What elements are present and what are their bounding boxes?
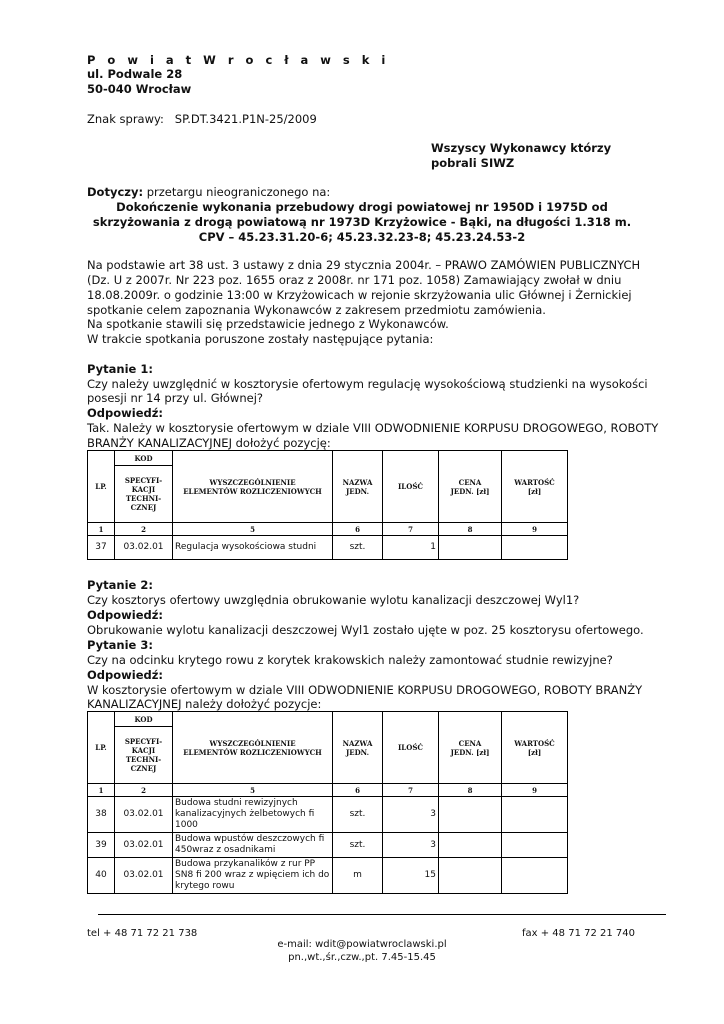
row-lp: 39 (88, 833, 115, 858)
row-spec: 03.02.01 (115, 797, 173, 833)
row-desc: Regulacja wysokościowa studni (173, 536, 333, 560)
header-price: CENA JEDN. [zł] (439, 451, 502, 523)
row-qty: 1 (383, 536, 439, 560)
col-num: 7 (383, 784, 439, 797)
q2-answer-label: Odpowiedź: (87, 608, 164, 622)
row-price (439, 536, 502, 560)
q1-question-line-1: Czy należy uwzględnić w kosztorysie ofertowym regulację wysokościową studzienki na wysokości (87, 377, 648, 391)
intro-line-5: Na spotkanie stawili się przedstawicie jednego z Wykonawców. (87, 317, 449, 331)
col-num: 5 (173, 523, 333, 536)
row-spec: 03.02.01 (115, 858, 173, 894)
col-num: 7 (383, 523, 439, 536)
col-num: 8 (439, 784, 502, 797)
q1-answer-line-2: BRANŻY KANALIZACYJNEJ dołożyć pozycję: (87, 436, 331, 450)
row-lp: 37 (88, 536, 115, 560)
col-num: 5 (173, 784, 333, 797)
header-unit: NAZWA JEDN. (333, 712, 383, 784)
org-name: P o w i a t W r o c ł a w s k i (87, 53, 390, 67)
q3-answer-line-2: KANALIZACYJNEJ należy dołożyć pozycje: (87, 697, 322, 711)
row-unit: szt. (333, 797, 383, 833)
org-city: 50-040 Wrocław (87, 82, 192, 96)
col-num: 6 (333, 784, 383, 797)
row-qty: 15 (383, 858, 439, 894)
bill-table-2 (87, 711, 568, 894)
header-desc: WYSZCZEGÓLNIENIE ELEMENTÓW ROZLICZENIOWYCH (173, 451, 333, 523)
header-spec: SPECYFI- KACJI TECHNI- CZNEJ (115, 466, 173, 523)
q3-answer-label: Odpowiedź: (87, 668, 164, 682)
row-value (502, 833, 568, 858)
q3-question: Czy na odcinku krytego rowu z korytek krakowskich należy zamontować studnie rewizyjne? (87, 653, 613, 667)
table-row (88, 536, 568, 560)
header-spec: SPECYFI- KACJI TECHNI- CZNEJ (115, 727, 173, 784)
subject-title-1: Dokończenie wykonania przebudowy drogi powiatowej nr 1950D i 1975D od (116, 200, 608, 214)
header-value: WARTOŚĆ [zł] (502, 712, 568, 784)
q3-answer-line-1: W kosztorysie ofertowym w dziale VIII ODWODNIENIE KORPUSU DROGOWEGO, ROBOTY BRANŻY (87, 683, 643, 697)
q2-question: Czy kosztorys ofertowy uwzględnia obrukowanie wylotu kanalizacji deszczowej Wyl1? (87, 593, 580, 607)
intro-line-3: 18.08.2009r. o godzinie 13:00 w Krzyżowicach w rejonie skrzyżowania ulic Głównej i Żernickiej (87, 288, 632, 302)
intro-line-1: Na podstawie art 38 ust. 3 ustawy z dnia 29 stycznia 2004r. – PRAWO ZAMÓWIEN PUBLICZNYCH (87, 258, 641, 272)
header-desc: WYSZCZEGÓLNIENIE ELEMENTÓW ROZLICZENIOWYCH (173, 712, 333, 784)
table-row (88, 858, 568, 894)
row-unit: szt. (333, 833, 383, 858)
subject-label: Dotyczy: (87, 185, 144, 199)
row-unit: m (333, 858, 383, 894)
header-lp: LP. (88, 451, 115, 523)
case-number: Znak sprawy: SP.DT.3421.P1N-25/2009 (87, 112, 317, 126)
footer-divider (98, 914, 666, 915)
q1-label: Pytanie 1: (87, 362, 153, 376)
q2-answer: Obrukowanie wylotu kanalizacji deszczowej Wyl1 zostało ujęte w poz. 25 kosztorysu ofertowego. (87, 623, 644, 637)
header-kod: KOD (115, 451, 173, 466)
subject-cpv: CPV – 45.23.31.20-6; 45.23.32.23-8; 45.23.24.53-2 (198, 230, 526, 244)
row-spec: 03.02.01 (115, 536, 173, 560)
q2-label: Pytanie 2: (87, 578, 153, 592)
bill-table-1 (87, 450, 568, 560)
col-num: 2 (115, 523, 173, 536)
header-qty: ILOŚĆ (383, 712, 439, 784)
q1-answer-label: Odpowiedź: (87, 406, 164, 420)
subject-text: przetargu nieograniczonego na: (143, 185, 331, 199)
col-num: 6 (333, 523, 383, 536)
intro-line-4: spotkanie celem zapoznania Wykonawców z zakresem przedmiotu zamówienia. (87, 303, 546, 317)
intro-line-2: (Dz. U z 2007r. Nr 223 poz. 1655 oraz z 2008r. nr 171 poz. 1058) Zamawiający zwołał w dniu (87, 273, 622, 287)
header-unit: NAZWA JEDN. (333, 451, 383, 523)
col-num: 9 (502, 784, 568, 797)
row-qty: 3 (383, 797, 439, 833)
row-value (502, 536, 568, 560)
row-desc: Budowa przykanalików z rur PP SN8 fi 200 wraz z wpięciem ich do krytego rowu (173, 858, 333, 894)
row-lp: 38 (88, 797, 115, 833)
table-row (88, 797, 568, 833)
row-desc: Budowa studni rewizyjnych kanalizacyjnych żelbetowych fi 1000 (173, 797, 333, 833)
row-price (439, 833, 502, 858)
header-qty: ILOŚĆ (383, 451, 439, 523)
footer-email: e-mail: wdit@powiatwroclawski.pl (277, 939, 447, 950)
intro-line-6: W trakcie spotkania poruszone zostały następujące pytania: (87, 332, 434, 346)
footer-fax: fax + 48 71 72 21 740 (522, 928, 636, 939)
addressee-line-1: Wszyscy Wykonawcy którzy (431, 141, 612, 155)
row-value (502, 858, 568, 894)
row-lp: 40 (88, 858, 115, 894)
header-price: CENA JEDN. [zł] (439, 712, 502, 784)
row-spec: 03.02.01 (115, 833, 173, 858)
row-qty: 3 (383, 833, 439, 858)
header-kod: KOD (115, 712, 173, 727)
q1-question-line-2: posesji nr 14 przy ul. Głównej? (87, 391, 264, 405)
row-price (439, 858, 502, 894)
col-num: 2 (115, 784, 173, 797)
footer-hours: pn.,wt.,śr.,czw.,pt. 7.45-15.45 (288, 952, 436, 963)
col-num: 1 (88, 784, 115, 797)
col-num: 9 (502, 523, 568, 536)
subject-line (87, 185, 330, 200)
q1-answer-line-1: Tak. Należy w kosztorysie ofertowym w dziale VIII ODWODNIENIE KORPUSU DROGOWEGO, ROBOTY (87, 421, 659, 435)
addressee-line-2: pobrali SIWZ (431, 156, 515, 170)
row-desc: Budowa wpustów deszczowych fi 450wraz z osadnikami (173, 833, 333, 858)
col-num: 8 (439, 523, 502, 536)
subject-title-2: skrzyżowania z drogą powiatową nr 1973D Krzyżowice - Bąki, na długości 1.318 m. (92, 215, 632, 229)
header-value: WARTOŚĆ [zł] (502, 451, 568, 523)
header-lp: LP. (88, 712, 115, 784)
org-street: ul. Podwale 28 (87, 67, 183, 81)
row-price (439, 797, 502, 833)
col-num: 1 (88, 523, 115, 536)
footer-tel: tel + 48 71 72 21 738 (87, 928, 198, 939)
row-value (502, 797, 568, 833)
q3-label: Pytanie 3: (87, 638, 153, 652)
row-unit: szt. (333, 536, 383, 560)
table-row (88, 833, 568, 858)
